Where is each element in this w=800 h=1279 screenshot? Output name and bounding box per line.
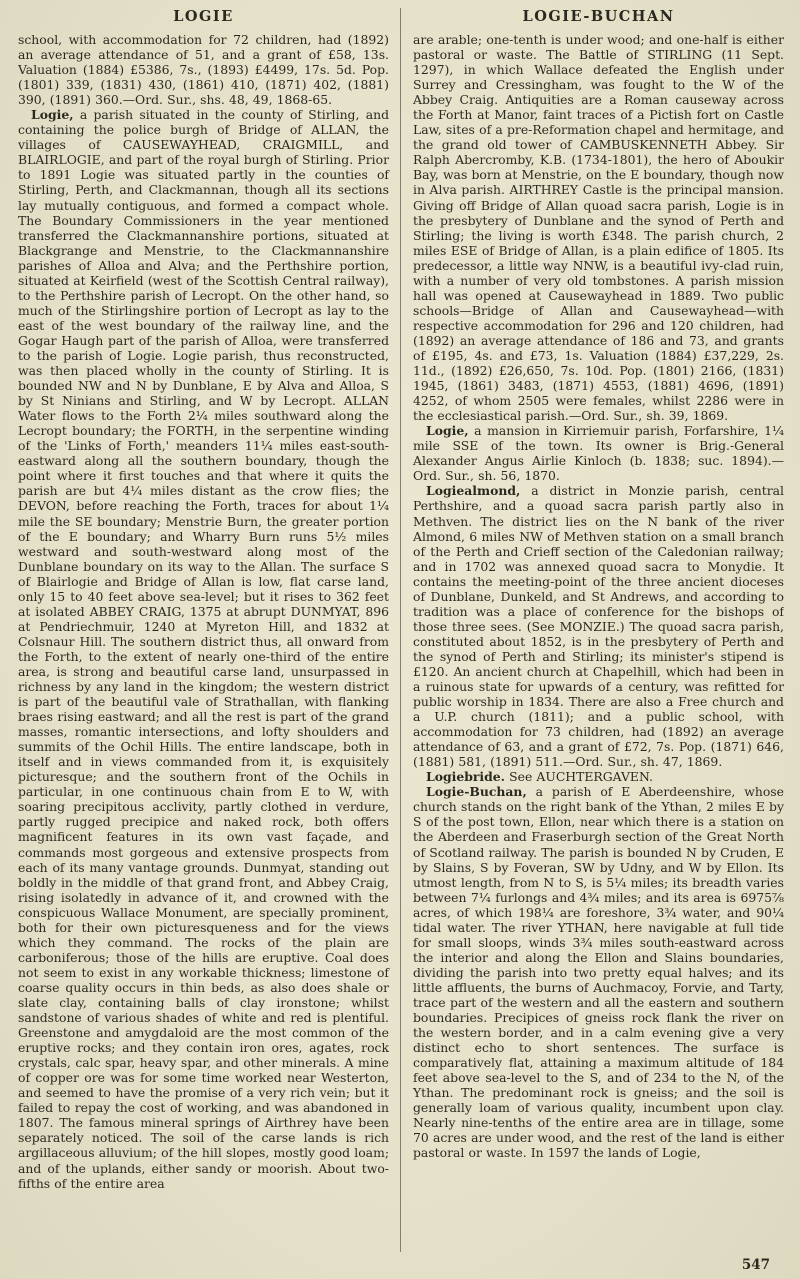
right-column-header: LOGIE-BUCHAN — [522, 8, 675, 25]
paragraph — [413, 423, 784, 483]
entry-name: Logie-Buchan, — [426, 784, 527, 800]
entry-text: are arable; one-tenth is under wood; and one-half is either pastoral or waste. The Battle of STIRLING (11 Sept. 1297), in which Wallace defeated the English under Surrey and Cressingham, was fought to the W of the Abbey Craig. Antiquities are a Roman causeway across the Forth at Manor, faint traces of a Pictish fort on Castle Law, sites of a pre-Reformation chapel and hermitage, and the grand old tower of CAMBUSKENNETH Abbey. Sir Ralph Abercromby, K.B. (1734-1801), the hero of Aboukir Bay, was born at Menstrie, on the E boundary, though now in Alva parish. AIRTHREY Castle is the principal mansion. Giving off Bridge of Allan quoad sacra parish, Logie is in the presbytery of Dunblane and the synod of Perth and Stirling; the living is worth £348. The parish church, 2 miles ESE of Bridge of Allan, is a plain edifice of 1805. Its predecessor, a little way NNW, is a beautiful ivy-clad ruin, with a number of very old tombstones. A parish mission hall was opened at Causewayhead in 1889. Two public schools—Bridge of Allan and Causewayhead—with respective accommodation for 296 and 120 children, had (1892) an average attendance of 186 and 73, and grants of £195, 4s. and £73, 1s. Valuation (1884) £37,229, 2s. 11d., (1892) £26,650, 7s. 10d. Pop. (1801) 2166, (1831) 1945, (1861) 3483, (1871) 4553, (1881) 4696, (1891) 4252, of whom 2505 were females, whilst 2286 were in the ecclesiastical parish.—Ord. Sur., sh. 39, 1869. — [413, 32, 784, 424]
paragraph — [18, 107, 389, 1190]
two-column-layout — [18, 8, 784, 1252]
entry-name: Logiebride. — [426, 769, 505, 785]
entry-text: a parish situated in the county of Stirling, and containing the police burgh of Bridge of ALLAN, the villages of CAUSEWAYHEAD, CRAIGMILL, and BLAIRLOGIE, and part of the royal burgh of Stirling. Prior to 1891 Logie was situated partly in the counties of Stirling, Perth, and Clackmannan, though all its sections lay mutually contiguous, and formed a compact whole. The Boundary Commissioners in the year mentioned transferred the Clackmannanshire portions, situated at Blackgrange and Menstrie, to the Clackmannanshire parishes of Alloa and Alva; and the Perthshire portion, situated at Keirfield (west of the Scottish Central railway), to the Perthshire parish of Lecropt. On the other hand, so much of the Stirlingshire portion of Lecropt as lay to the east of the west boundary of the railway line, and the Gogar Haugh part of the parish of Alloa, were transferred to the parish of Logie. Logie parish, thus reconstructed, was then placed wholly in the county of Stirling. It is bounded NW and N by Dunblane, E by Alva and Alloa, S by St Ninians and Stirling, and W by Lecropt. ALLAN Water flows to the Forth 2¼ miles southward along the Lecropt boundary; the FORTH, in the serpentine winding of the 'Links of Forth,' meanders 11¼ miles east-south-eastward along all the southern boundary, though the point where it first touches and that where it quits the parish are but 4¼ miles distant as the crow flies; the DEVON, before reaching the Forth, traces for about 1¼ mile the SE boundary; Menstrie Burn, the greater portion of the E boundary; and Wharry Burn runs 5½ miles westward and south-westward along most of the Dunblane boundary on its way to the Allan. The surface S of Blairlogie and Bridge of Allan is low, flat carse land, only 15 to 40 feet above sea-level; but it rises to 362 feet at isolated ABBEY CRAIG, 1375 at abrupt DUNMYAT, 896 at Pendriechmuir, 1240 at Myreton Hill, and 1832 at Colsnaur Hill. The southern district thus, all onward from the Forth, to the extent of nearly one-third of the entire area, is strong and beautiful carse land, unsurpassed in richness by any land in the kingdom; the western district is part of the beautiful vale of Strathallan, with flanking braes rising eastward; and all the rest is part of the grand masses, romantic intersections, and lofty shoulders and summits of the Ochil Hills. The entire landscape, both in itself and in views commanded from it, is exquisitely picturesque; and the southern front of the Ochils in particular, in one continuous chain from E to W, with soaring precipitous acclivity, partly clothed in verdure, partly rugged precipice and naked rock, both offers magnificent features in its own vast façade, and commands most gorgeous and extensive prospects from each of its many vantage grounds. Dunmyat, standing out boldly in the middle of that grand front, and Abbey Craig, rising isolatedly in advance of it, and crowned with the conspicuous Wallace Monument, are specially prominent, both for their own picturesqueness and for the views which they command. The rocks of the plain are carboniferous; those of the hills are eruptive. Coal does not seem to exist in any workable thickness; limestone of coarse quality occurs in thin beds, as also does shale or slate clay, containing balls of clay ironstone; whilst sandstone of various shades of white and red is plentiful. Greenstone and amygdaloid are the most common of the eruptive rocks; and they contain iron ores, agates, rock crystals, calc spar, heavy spar, and other minerals. A mine of copper ore was for some time worked near Westerton, and seemed to have the promise of a very rich vein; but it failed to repay the cost of working, and was abandoned in 1807. The famous mineral springs of Airthrey have been separately noticed. The soil of the carse lands is rich argillaceous alluvium; of the hill slopes, mostly good loam; and of the uplands, either sandy or moorish. About two-fifths of the entire area — [18, 107, 389, 1191]
entry-text: a district in Monzie parish, central Perthshire, and a quoad sacra parish partly also in Methven. The district lies on the N bank of the river Almond, 6 miles NW of Methven station on a small branch of the Perth and Crieff section of the Caledonian railway; and in 1702 was annexed quoad sacra to Monydie. It contains the meeting-point of the three ancient dioceses of Dunblane, Dunkeld, and St Andrews, and according to tradition was a place of conference for the bishops of those three sees. (See MONZIE.) The quoad sacra parish, constituted about 1852, is in the presbytery of Perth and the synod of Perth and Stirling; its minister's stipend is £120. An ancient church at Chapelhill, which had been in a ruinous state for upwards of a century, was refitted for public worship in 1834. There are also a Free church and a U.P. church (1811); and a public school, with accommodation for 73 children, had (1892) an average attendance of 63, and a grant of £72, 7s. Pop. (1871) 646, (1881) 581, (1891) 511.—Ord. Sur., sh. 47, 1869. — [413, 483, 784, 770]
paragraph — [413, 32, 784, 423]
paragraph — [18, 32, 389, 107]
entry-name: Logie, — [31, 107, 74, 123]
right-column — [401, 8, 784, 1252]
left-column — [18, 8, 401, 1252]
left-column-header: LOGIE — [173, 8, 234, 25]
paragraph — [413, 769, 784, 784]
entry-name: Logie, — [426, 423, 469, 439]
entry-text: school, with accommodation for 72 children, had (1892) an average attendance of 51, and a grant of £58, 13s. Valuation (1884) £5386, 7s., (1893) £4499, 17s. 5d. Pop. (1801) 339, (1831) 430, (1861) 410, (1871) 402, (1881) 390, (1891) 360.—Ord. Sur., shs. 48, 49, 1868-65. — [18, 32, 389, 108]
page-number: 547 — [741, 1257, 770, 1273]
entry-text: a mansion in Kirriemuir parish, Forfarshire, 1¼ mile SSE of the town. Its owner is Brig.-General Alexander Angus Airlie Kinloch (b. 1838; suc. 1894).—Ord. Sur., sh. 56, 1870. — [413, 423, 784, 484]
entry-text: a parish of E Aberdeenshire, whose church stands on the right bank of the Ythan, 2 miles E by S of the post town, Ellon, near which there is a station on the Aberdeen and Fraserburgh section of the Great North of Scotland railway. The parish is bounded N by Cruden, E by Slains, S by Foveran, SW by Udny, and W by Ellon. Its utmost length, from N to S, is 5¼ miles; its breadth varies between 7¼ furlongs and 4¾ miles; and its area is 6975⅞ acres, of which 198¼ are foreshore, 3¾ water, and 90¼ tidal water. The river YTHAN, here navigable at full tide for small sloops, winds 3¾ miles south-eastward across the interior and along the Ellon and Slains boundaries, dividing the parish into two pretty equal halves; and its little affluents, the burns of Auchmacoy, Forvie, and Tarty, trace part of the western and all the eastern and southern boundaries. Precipices of gneiss rock flank the river on the western border, and in a calm evening give a very distinct echo to short sentences. The surface is comparatively flat, attaining a maximum altitude of 184 feet above sea-level to the S, and of 234 to the N, of the Ythan. The predominant rock is gneiss; and the soil is generally loam of various quality, incumbent upon clay. Nearly nine-tenths of the entire area are in tillage, some 70 acres are under wood, and the rest of the land is either pastoral or waste. In 1597 the lands of Logie, — [413, 784, 784, 1161]
entry-name: Logiealmond, — [426, 483, 521, 499]
right-column-text — [413, 32, 784, 1161]
paragraph — [413, 784, 784, 1160]
left-column-text — [18, 32, 389, 1191]
paragraph — [413, 483, 784, 769]
entry-text: See AUCHTERGAVEN. — [505, 769, 653, 785]
